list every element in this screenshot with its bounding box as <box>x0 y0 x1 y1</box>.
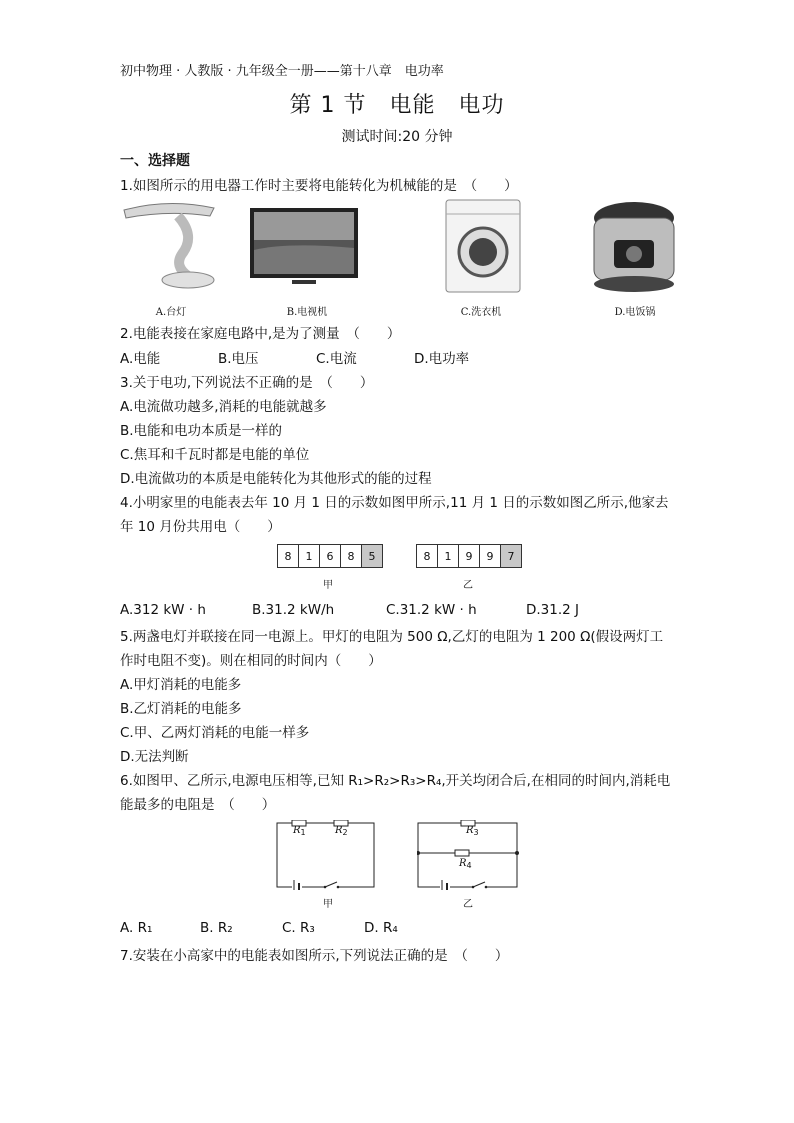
meter-digit: 8 <box>277 544 299 568</box>
q1-stem: 1.如图所示的用电器工作时主要将电能转化为机械能的是 （ ） <box>120 178 518 194</box>
meter-digit: 1 <box>437 544 459 568</box>
q5-option-d: D.无法判断 <box>120 749 189 765</box>
section-heading: 一、选择题 <box>120 153 190 169</box>
rice-cooker-image <box>584 196 684 296</box>
q5-option-a: A.甲灯消耗的电能多 <box>120 677 242 693</box>
q1-caption-a: A.台灯 <box>155 307 187 318</box>
q3-option-d: D.电流做功的本质是电能转化为其他形式的能的过程 <box>120 471 432 487</box>
r4-label: $R_4$ <box>459 858 472 870</box>
q5-option-c: C.甲、乙两灯消耗的电能一样多 <box>120 725 310 741</box>
doc-header: 初中物理 · 人教版 · 九年级全一册——第十八章 电功率 <box>120 64 444 79</box>
q3-option-b: B.电能和电功本质是一样的 <box>120 423 283 439</box>
q3-option-a: A.电流做功越多,消耗的电能就越多 <box>120 399 327 415</box>
meter-digit-decimal: 7 <box>500 544 522 568</box>
q3-option-c: C.焦耳和千瓦时都是电能的单位 <box>120 447 310 463</box>
q2-option-b: B.电压 <box>218 351 259 367</box>
q6-stem-line1: 6.如图甲、乙所示,电源电压相等,已知 R₁>R₂>R₃>R₄,开关均闭合后,在相同的时间内,消耗电 <box>120 773 671 789</box>
q5-option-b: B.乙灯消耗的电能多 <box>120 701 242 717</box>
meter-digit-decimal: 5 <box>361 544 383 568</box>
test-time: 测试时间:20 分钟 <box>341 129 453 145</box>
q4-stem-line1: 4.小明家里的电能表去年 10 月 1 日的示数如图甲所示,11 月 1 日的示数如图乙所示,他家去 <box>120 495 669 511</box>
meter-yi <box>417 544 522 568</box>
q2-stem: 2.电能表接在家庭电路中,是为了测量 （ ） <box>120 326 401 342</box>
q4-stem-line2: 年 10 月份共用电（ ） <box>120 519 281 535</box>
q5-stem-line2: 作时电阻不变)。则在相同的时间内（ ） <box>120 653 382 669</box>
r3-label: $R_3$ <box>466 825 479 837</box>
q4-option-a: A.312 kW · h <box>120 602 206 618</box>
q2-option-d: D.电功率 <box>414 351 470 367</box>
meter-digit: 1 <box>298 544 320 568</box>
tv-image <box>248 206 360 294</box>
meter-digit: 8 <box>340 544 362 568</box>
r1-label: $R_1$ <box>293 825 306 837</box>
q6-option-d: D. R₄ <box>364 920 398 936</box>
q7-stem: 7.安装在小高家中的电能表如图所示,下列说法正确的是 （ ） <box>120 948 509 964</box>
q2-option-a: A.电能 <box>120 351 161 367</box>
r2-label: $R_2$ <box>335 825 348 837</box>
q4-option-c: C.31.2 kW · h <box>386 602 477 618</box>
q6-option-a: A. R₁ <box>120 920 153 936</box>
meter-digit: 9 <box>458 544 480 568</box>
circuit-yi-label: 乙 <box>463 899 473 910</box>
q6-option-b: B. R₂ <box>200 920 233 936</box>
q3-stem: 3.关于电功,下列说法不正确的是 （ ） <box>120 375 374 391</box>
q2-option-c: C.电流 <box>316 351 357 367</box>
q5-stem-line1: 5.两盏电灯并联接在同一电源上。甲灯的电阻为 500 Ω,乙灯的电阻为 1 200 Ω(假设两灯工 <box>120 629 664 645</box>
meter-jia-label: 甲 <box>323 580 333 591</box>
meter-digit: 6 <box>319 544 341 568</box>
meter-yi-label: 乙 <box>463 580 473 591</box>
washing-machine-image <box>444 198 522 294</box>
q4-option-b: B.31.2 kW/h <box>252 602 335 618</box>
q1-caption-b: B.电视机 <box>286 307 328 318</box>
circuit-jia-label: 甲 <box>323 899 333 910</box>
circuit-jia-diagram <box>276 820 376 890</box>
resistor-r4-symbol <box>455 850 469 856</box>
meter-jia <box>278 544 383 568</box>
q6-option-c: C. R₃ <box>282 920 315 936</box>
desk-lamp-image <box>118 196 218 292</box>
q6-stem-line2: 能最多的电阻是 （ ） <box>120 797 276 813</box>
meter-digit: 9 <box>479 544 501 568</box>
page-title: 第 1 节 电能 电功 <box>289 93 505 118</box>
meter-digit: 8 <box>416 544 438 568</box>
q1-caption-c: C.洗衣机 <box>460 307 502 318</box>
q1-caption-d: D.电饭锅 <box>614 307 656 318</box>
q4-option-d: D.31.2 J <box>526 602 580 618</box>
